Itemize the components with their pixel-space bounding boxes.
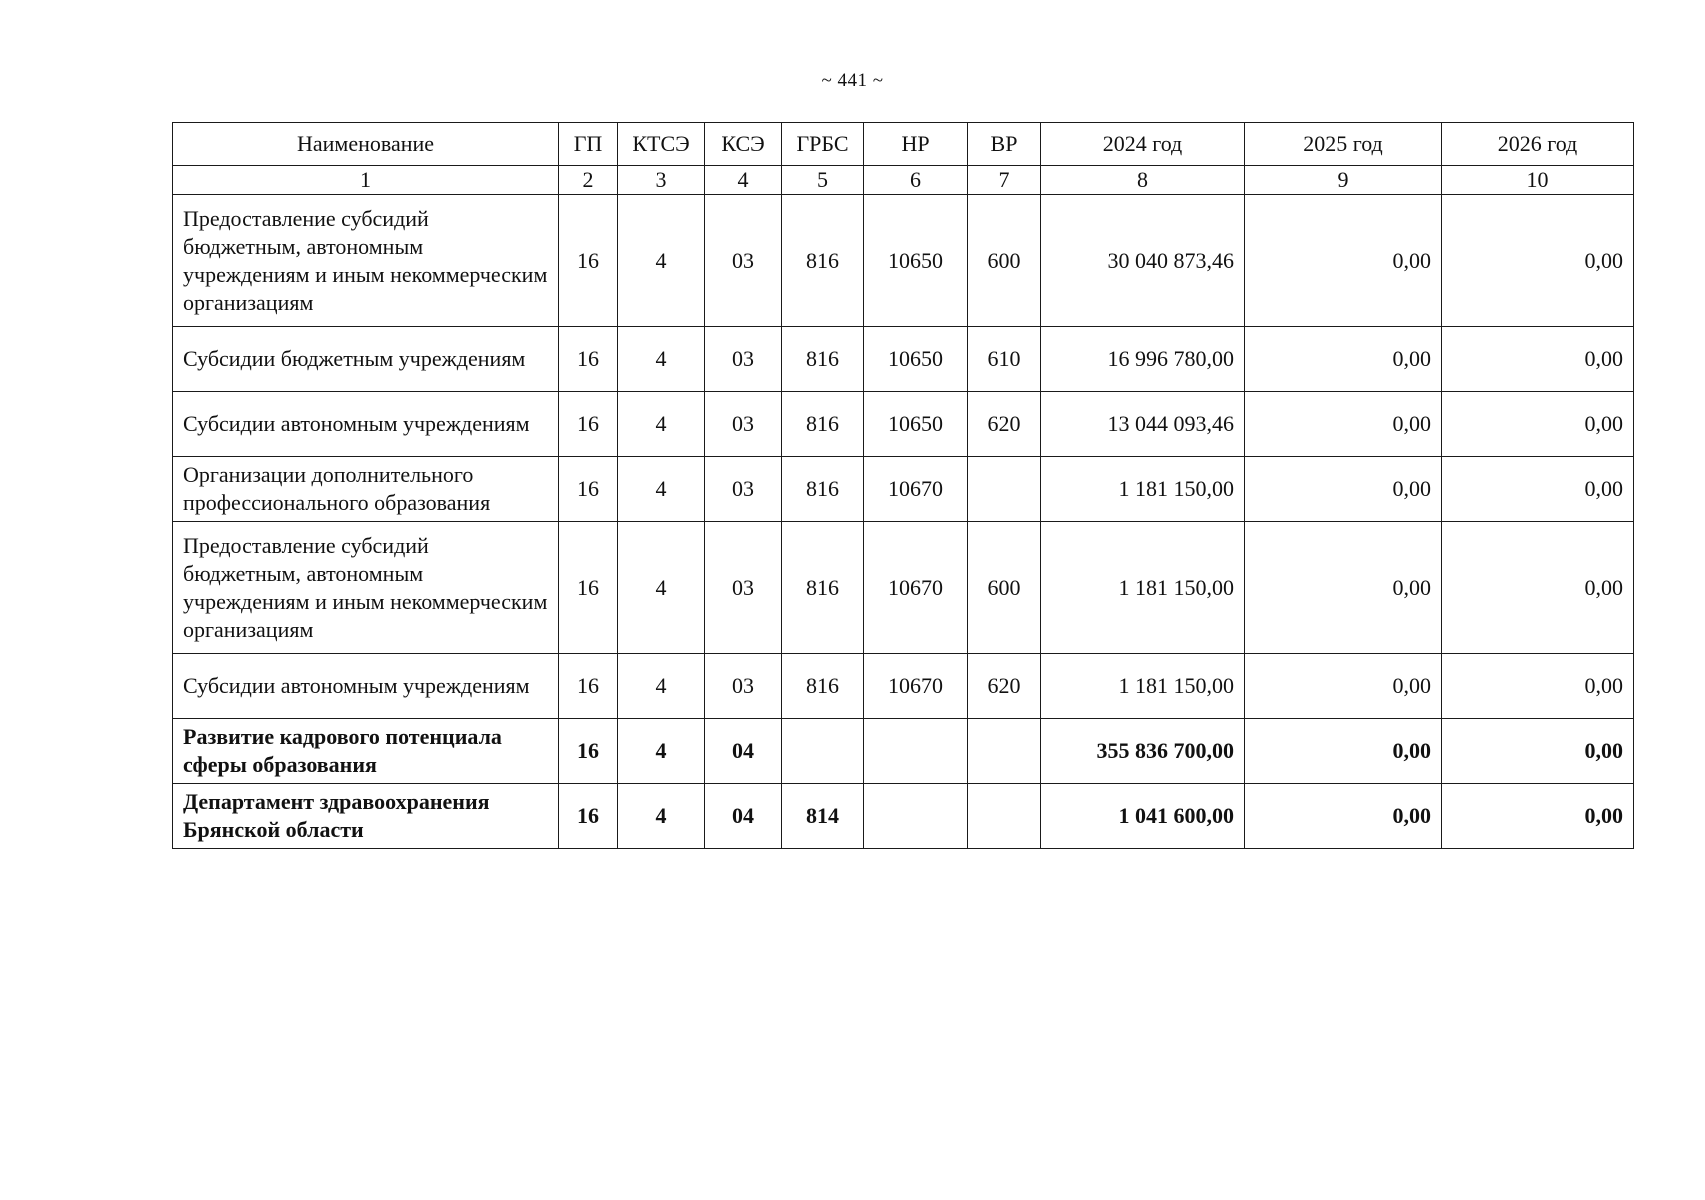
column-number: 6 bbox=[864, 166, 968, 195]
cell-vr: 620 bbox=[968, 392, 1041, 457]
cell-vr: 620 bbox=[968, 654, 1041, 719]
cell-gp: 16 bbox=[559, 392, 618, 457]
cell-nr: 10670 bbox=[864, 654, 968, 719]
cell-grbs: 816 bbox=[782, 195, 864, 327]
cell-2026: 0,00 bbox=[1442, 392, 1634, 457]
table-header bbox=[173, 123, 1634, 195]
cell-kse: 03 bbox=[705, 654, 782, 719]
cell-name: Субсидии автономным учреждениям bbox=[173, 392, 559, 457]
cell-gp: 16 bbox=[559, 719, 618, 784]
cell-2026: 0,00 bbox=[1442, 522, 1634, 654]
cell-nr bbox=[864, 719, 968, 784]
cell-nr: 10670 bbox=[864, 457, 968, 522]
cell-vr: 600 bbox=[968, 195, 1041, 327]
column-number: 7 bbox=[968, 166, 1041, 195]
cell-2025: 0,00 bbox=[1245, 195, 1442, 327]
column-number: 8 bbox=[1041, 166, 1245, 195]
cell-vr bbox=[968, 457, 1041, 522]
cell-2024: 1 181 150,00 bbox=[1041, 457, 1245, 522]
header-vr: ВР bbox=[968, 123, 1041, 166]
cell-gp: 16 bbox=[559, 654, 618, 719]
cell-kse: 03 bbox=[705, 392, 782, 457]
header-2024: 2024 год bbox=[1041, 123, 1245, 166]
cell-2026: 0,00 bbox=[1442, 784, 1634, 849]
cell-nr: 10650 bbox=[864, 327, 968, 392]
header-kse: КСЭ bbox=[705, 123, 782, 166]
cell-nr: 10670 bbox=[864, 522, 968, 654]
cell-2026: 0,00 bbox=[1442, 457, 1634, 522]
cell-2025: 0,00 bbox=[1245, 392, 1442, 457]
cell-2026: 0,00 bbox=[1442, 327, 1634, 392]
cell-2024: 16 996 780,00 bbox=[1041, 327, 1245, 392]
table-row bbox=[173, 392, 1634, 457]
cell-kse: 03 bbox=[705, 327, 782, 392]
cell-grbs: 816 bbox=[782, 654, 864, 719]
cell-ktse: 4 bbox=[618, 719, 705, 784]
column-number: 9 bbox=[1245, 166, 1442, 195]
cell-name: Организации дополнительного профессионального образования bbox=[173, 457, 559, 522]
cell-2024: 1 181 150,00 bbox=[1041, 522, 1245, 654]
table-body bbox=[173, 195, 1634, 849]
cell-nr: 10650 bbox=[864, 392, 968, 457]
cell-grbs: 816 bbox=[782, 457, 864, 522]
cell-2024: 30 040 873,46 bbox=[1041, 195, 1245, 327]
table-row bbox=[173, 522, 1634, 654]
header-name: Наименование bbox=[173, 123, 559, 166]
cell-ktse: 4 bbox=[618, 392, 705, 457]
cell-grbs: 814 bbox=[782, 784, 864, 849]
header-row bbox=[173, 123, 1634, 166]
cell-name: Развитие кадрового потенциала сферы образования bbox=[173, 719, 559, 784]
column-number: 2 bbox=[559, 166, 618, 195]
budget-table bbox=[172, 122, 1634, 849]
column-number: 3 bbox=[618, 166, 705, 195]
cell-2024: 1 181 150,00 bbox=[1041, 654, 1245, 719]
cell-grbs bbox=[782, 719, 864, 784]
cell-gp: 16 bbox=[559, 327, 618, 392]
page-number: ~ 441 ~ bbox=[821, 70, 884, 91]
cell-2024: 1 041 600,00 bbox=[1041, 784, 1245, 849]
cell-kse: 04 bbox=[705, 719, 782, 784]
cell-nr: 10650 bbox=[864, 195, 968, 327]
column-number: 1 bbox=[173, 166, 559, 195]
header-2025: 2025 год bbox=[1245, 123, 1442, 166]
cell-2025: 0,00 bbox=[1245, 457, 1442, 522]
cell-2026: 0,00 bbox=[1442, 719, 1634, 784]
header-nr: НР bbox=[864, 123, 968, 166]
cell-grbs: 816 bbox=[782, 327, 864, 392]
cell-name: Предоставление субсидий бюджетным, автономным учреждениям и иным некоммерческим организациям bbox=[173, 522, 559, 654]
cell-ktse: 4 bbox=[618, 522, 705, 654]
cell-vr: 610 bbox=[968, 327, 1041, 392]
header-2026: 2026 год bbox=[1442, 123, 1634, 166]
cell-ktse: 4 bbox=[618, 327, 705, 392]
cell-ktse: 4 bbox=[618, 195, 705, 327]
cell-kse: 03 bbox=[705, 522, 782, 654]
cell-2025: 0,00 bbox=[1245, 327, 1442, 392]
cell-ktse: 4 bbox=[618, 654, 705, 719]
header-ktse: КТСЭ bbox=[618, 123, 705, 166]
cell-kse: 03 bbox=[705, 195, 782, 327]
cell-ktse: 4 bbox=[618, 784, 705, 849]
cell-2026: 0,00 bbox=[1442, 654, 1634, 719]
cell-grbs: 816 bbox=[782, 392, 864, 457]
cell-nr bbox=[864, 784, 968, 849]
cell-ktse: 4 bbox=[618, 457, 705, 522]
cell-vr bbox=[968, 719, 1041, 784]
column-number: 5 bbox=[782, 166, 864, 195]
table-row bbox=[173, 195, 1634, 327]
cell-gp: 16 bbox=[559, 784, 618, 849]
cell-kse: 04 bbox=[705, 784, 782, 849]
header-gp: ГП bbox=[559, 123, 618, 166]
column-number-row bbox=[173, 166, 1634, 195]
table-row bbox=[173, 327, 1634, 392]
cell-kse: 03 bbox=[705, 457, 782, 522]
table-row bbox=[173, 719, 1634, 784]
cell-2025: 0,00 bbox=[1245, 522, 1442, 654]
cell-2026: 0,00 bbox=[1442, 195, 1634, 327]
cell-vr bbox=[968, 784, 1041, 849]
header-grbs: ГРБС bbox=[782, 123, 864, 166]
table-row bbox=[173, 654, 1634, 719]
column-number: 4 bbox=[705, 166, 782, 195]
cell-2025: 0,00 bbox=[1245, 654, 1442, 719]
cell-grbs: 816 bbox=[782, 522, 864, 654]
table-row bbox=[173, 784, 1634, 849]
cell-name: Субсидии автономным учреждениям bbox=[173, 654, 559, 719]
cell-2024: 355 836 700,00 bbox=[1041, 719, 1245, 784]
cell-name: Предоставление субсидий бюджетным, автономным учреждениям и иным некоммерческим организациям bbox=[173, 195, 559, 327]
column-number: 10 bbox=[1442, 166, 1634, 195]
cell-name: Департамент здравоохранения Брянской области bbox=[173, 784, 559, 849]
cell-gp: 16 bbox=[559, 522, 618, 654]
cell-gp: 16 bbox=[559, 457, 618, 522]
table-row bbox=[173, 457, 1634, 522]
cell-2025: 0,00 bbox=[1245, 784, 1442, 849]
cell-vr: 600 bbox=[968, 522, 1041, 654]
cell-2024: 13 044 093,46 bbox=[1041, 392, 1245, 457]
cell-name: Субсидии бюджетным учреждениям bbox=[173, 327, 559, 392]
cell-2025: 0,00 bbox=[1245, 719, 1442, 784]
cell-gp: 16 bbox=[559, 195, 618, 327]
